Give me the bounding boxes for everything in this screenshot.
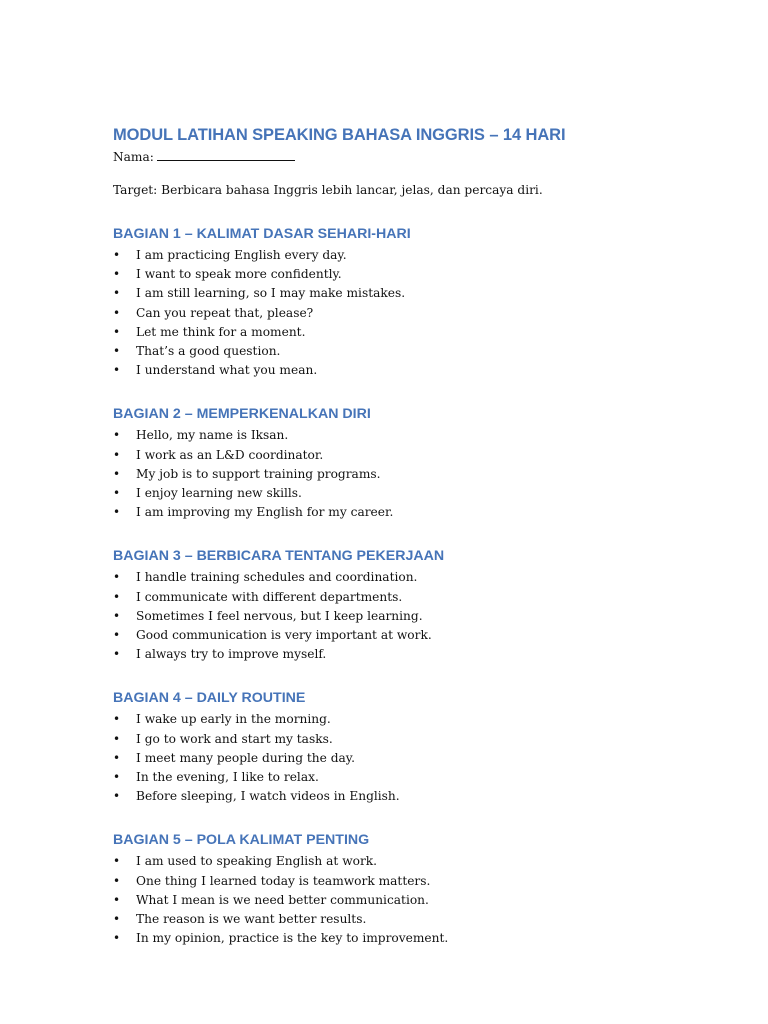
- list-item: [113, 588, 673, 607]
- list-item-text: One thing I learned today is teamwork matters.: [136, 873, 431, 888]
- bullet-icon: •: [113, 447, 121, 462]
- target-statement: Target: Berbicara bahasa Inggris lebih lancar, jelas, dan percaya diri.: [113, 183, 543, 197]
- list-item: [113, 768, 673, 787]
- bullet-icon: •: [113, 267, 121, 282]
- list-item: [113, 787, 673, 806]
- list-item-text: That’s a good question.: [136, 344, 281, 359]
- section-5: [113, 830, 673, 948]
- list-item: [113, 929, 673, 948]
- list-item-text: I go to work and start my tasks.: [136, 731, 333, 746]
- list-item-text: In my opinion, practice is the key to improvement.: [136, 931, 449, 946]
- list-item: [113, 284, 673, 303]
- document-title: MODUL LATIHAN SPEAKING BAHASA INGGRIS – 14 HARI: [113, 126, 566, 144]
- bullet-icon: •: [113, 712, 121, 727]
- bullet-icon: •: [113, 789, 121, 804]
- bullet-list: [113, 246, 673, 380]
- list-item: [113, 891, 673, 910]
- list-item: [113, 361, 673, 380]
- list-item-text: My job is to support training programs.: [136, 466, 381, 481]
- list-item-text: I communicate with different departments.: [136, 589, 403, 604]
- bullet-icon: •: [113, 589, 121, 604]
- list-item: [113, 910, 673, 929]
- bullet-list: [113, 852, 673, 948]
- list-item: [113, 323, 673, 342]
- section-2: [113, 404, 673, 522]
- list-item-text: What I mean is we need better communication.: [136, 892, 429, 907]
- list-item: [113, 852, 673, 871]
- bullet-icon: •: [113, 912, 121, 927]
- list-item-text: I am practicing English every day.: [136, 248, 347, 262]
- bullet-icon: •: [113, 505, 121, 520]
- list-item-text: I work as an L&D coordinator.: [136, 447, 324, 462]
- bullet-icon: •: [113, 286, 121, 301]
- list-item-text: I wake up early in the morning.: [136, 712, 331, 727]
- list-item-text: Can you repeat that, please?: [136, 305, 314, 320]
- list-item: [113, 426, 673, 445]
- document-content: [113, 124, 673, 948]
- bullet-list: [113, 426, 673, 522]
- section-3: [113, 546, 673, 664]
- bullet-icon: •: [113, 750, 121, 765]
- bullet-icon: •: [113, 486, 121, 501]
- list-item-text: I understand what you mean.: [136, 363, 318, 378]
- list-item-text: Let me think for a moment.: [136, 324, 306, 339]
- list-item: [113, 730, 673, 749]
- list-item: [113, 484, 673, 503]
- list-item: [113, 446, 673, 465]
- section-heading: BAGIAN 4 – DAILY ROUTINE: [113, 690, 306, 707]
- name-label: Nama:: [113, 150, 154, 164]
- list-item-text: I handle training schedules and coordination.: [136, 570, 418, 585]
- section-heading: BAGIAN 2 – MEMPERKENALKAN DIRI: [113, 406, 371, 423]
- section-heading: BAGIAN 1 – KALIMAT DASAR SEHARI-HARI: [113, 226, 411, 242]
- bullet-icon: •: [113, 628, 121, 643]
- bullet-icon: •: [113, 466, 121, 481]
- name-field-row: [113, 148, 673, 167]
- bullet-icon: •: [113, 770, 121, 785]
- list-item-text: I always try to improve myself.: [136, 647, 327, 662]
- section-heading: BAGIAN 5 – POLA KALIMAT PENTING: [113, 832, 370, 849]
- list-item: [113, 645, 673, 664]
- bullet-icon: •: [113, 892, 121, 907]
- list-item: [113, 342, 673, 361]
- list-item-text: I enjoy learning new skills.: [136, 486, 302, 501]
- list-item: [113, 872, 673, 891]
- bullet-icon: •: [113, 873, 121, 888]
- list-item: [113, 503, 673, 522]
- list-item: [113, 265, 673, 284]
- bullet-icon: •: [113, 428, 121, 443]
- list-item: [113, 246, 673, 265]
- bullet-icon: •: [113, 570, 121, 585]
- bullet-icon: •: [113, 854, 121, 869]
- bullet-icon: •: [113, 305, 121, 320]
- list-item-text: In the evening, I like to relax.: [136, 770, 319, 785]
- bullet-icon: •: [113, 647, 121, 662]
- list-item: [113, 607, 673, 626]
- list-item: [113, 465, 673, 484]
- section-heading: BAGIAN 3 – BERBICARA TENTANG PEKERJAAN: [113, 548, 445, 565]
- list-item: [113, 568, 673, 587]
- list-item: [113, 304, 673, 323]
- list-item-text: Good communication is very important at work.: [136, 628, 432, 643]
- list-item-text: Sometimes I feel nervous, but I keep learning.: [136, 608, 423, 623]
- list-item-text: I want to speak more confidently.: [136, 267, 342, 282]
- bullet-icon: •: [113, 608, 121, 623]
- list-item-text: I am used to speaking English at work.: [136, 854, 378, 869]
- bullet-icon: •: [113, 344, 121, 359]
- name-blank-line: [157, 148, 295, 161]
- list-item-text: I meet many people during the day.: [136, 750, 355, 765]
- list-item: [113, 710, 673, 729]
- section-4: [113, 688, 673, 806]
- bullet-icon: •: [113, 363, 121, 378]
- section-1: [113, 224, 673, 380]
- list-item: [113, 749, 673, 768]
- bullet-list: [113, 710, 673, 806]
- bullet-icon: •: [113, 731, 121, 746]
- bullet-icon: •: [113, 324, 121, 339]
- bullet-list: [113, 568, 673, 664]
- list-item-text: I am improving my English for my career.: [136, 505, 394, 520]
- list-item-text: Before sleeping, I watch videos in English.: [136, 789, 400, 804]
- bullet-icon: •: [113, 248, 121, 262]
- list-item-text: Hello, my name is Iksan.: [136, 428, 289, 443]
- bullet-icon: •: [113, 931, 121, 946]
- list-item-text: I am still learning, so I may make mistakes.: [136, 286, 406, 301]
- list-item: [113, 626, 673, 645]
- list-item-text: The reason is we want better results.: [136, 912, 367, 927]
